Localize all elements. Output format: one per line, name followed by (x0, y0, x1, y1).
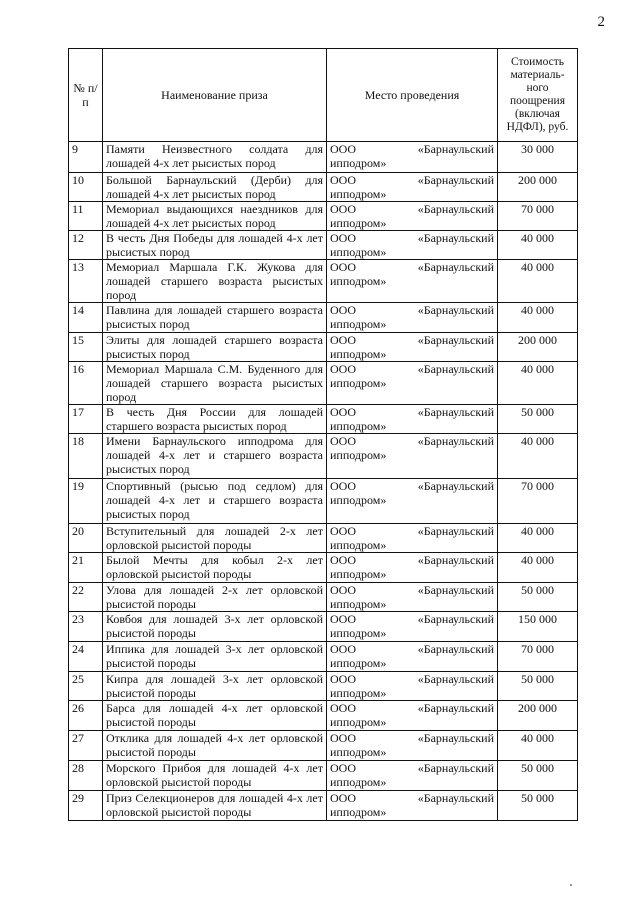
row-number: 11 (69, 202, 103, 231)
place-city: «Барнаульский (417, 173, 494, 187)
prize-name: Мемориал выдающихся наездников для лошадей 4-х лет рысистых пород (103, 202, 327, 231)
header-amount: Стоимость материаль-ного поощрения (включая НДФЛ), руб. (498, 49, 578, 142)
place-city: «Барнаульский (417, 701, 494, 715)
place-city: «Барнаульский (417, 434, 494, 448)
table-row (69, 553, 578, 583)
place-cell (327, 142, 498, 173)
place-venue: ипподром» (330, 448, 387, 462)
place-line-1 (330, 405, 494, 419)
prize-amount: 50 000 (498, 761, 578, 791)
header-name: Наименование приза (103, 49, 327, 142)
place-org: ООО (330, 405, 356, 419)
place-venue: ипподром» (330, 156, 387, 170)
place-venue: ипподром» (330, 317, 387, 331)
place-line-1 (330, 333, 494, 347)
place-line-1 (330, 791, 494, 805)
place-line-1 (330, 173, 494, 187)
place-venue: ипподром» (330, 245, 387, 259)
table-row (69, 731, 578, 761)
page-number: 2 (597, 14, 605, 30)
place-line-1 (330, 731, 494, 745)
place-city: «Барнаульский (417, 362, 494, 376)
prize-amount: 40 000 (498, 303, 578, 333)
prize-amount: 70 000 (498, 202, 578, 231)
prize-amount: 40 000 (498, 524, 578, 553)
place-cell (327, 642, 498, 672)
place-line-1 (330, 761, 494, 775)
place-line-1 (330, 434, 494, 448)
place-org: ООО (330, 672, 356, 686)
row-number: 14 (69, 303, 103, 333)
table-row (69, 761, 578, 791)
row-number: 21 (69, 553, 103, 583)
prize-amount: 50 000 (498, 405, 578, 434)
place-line-1 (330, 701, 494, 715)
place-city: «Барнаульский (417, 791, 494, 805)
place-line-1 (330, 672, 494, 686)
place-org: ООО (330, 583, 356, 597)
row-number: 25 (69, 672, 103, 701)
place-cell (327, 231, 498, 260)
place-cell (327, 479, 498, 524)
place-cell (327, 612, 498, 642)
prize-name: Ковбоя для лошадей 3-х лет орловской рысистой породы (103, 612, 327, 642)
prize-name: Былой Мечты для кобыл 2-х лет орловской рысистой породы (103, 553, 327, 583)
prize-amount: 50 000 (498, 583, 578, 612)
place-venue: ипподром» (330, 597, 387, 611)
table-row (69, 405, 578, 434)
place-line-1 (330, 553, 494, 567)
prize-name: Приз Селекционеров для лошадей 4-х лет орловской рысистой породы (103, 791, 327, 821)
prize-amount: 40 000 (498, 434, 578, 479)
place-line-1 (330, 583, 494, 597)
table-row (69, 362, 578, 405)
scan-dot (570, 884, 572, 886)
row-number: 29 (69, 791, 103, 821)
table-header-row (69, 49, 578, 142)
prize-name: Памяти Неизвестного солдата для лошадей 4-х лет рысистых пород (103, 142, 327, 173)
place-city: «Барнаульский (417, 142, 494, 156)
prize-amount: 40 000 (498, 362, 578, 405)
prize-name: Мемориал Маршала Г.К. Жукова для лошадей старшего возраста рысистых пород (103, 260, 327, 303)
prize-name: Павлина для лошадей старшего возраста рысистых пород (103, 303, 327, 333)
table-row (69, 479, 578, 524)
place-city: «Барнаульский (417, 479, 494, 493)
place-city: «Барнаульский (417, 333, 494, 347)
prize-amount: 40 000 (498, 231, 578, 260)
prize-amount: 40 000 (498, 260, 578, 303)
table-row (69, 701, 578, 731)
row-number: 19 (69, 479, 103, 524)
prize-name: Спортивный (рысью под седлом) для лошадей 4-х лет и старшего возраста рысистых пород (103, 479, 327, 524)
place-cell (327, 553, 498, 583)
table-row (69, 672, 578, 701)
place-city: «Барнаульский (417, 202, 494, 216)
prize-table (68, 48, 578, 821)
place-cell (327, 524, 498, 553)
place-city: «Барнаульский (417, 612, 494, 626)
table-row (69, 583, 578, 612)
place-city: «Барнаульский (417, 672, 494, 686)
place-cell (327, 761, 498, 791)
prize-name: Морского Прибоя для лошадей 4-х лет орловской рысистой породы (103, 761, 327, 791)
place-line-1 (330, 303, 494, 317)
table-row (69, 642, 578, 672)
place-line-1 (330, 260, 494, 274)
place-org: ООО (330, 761, 356, 775)
prize-amount: 150 000 (498, 612, 578, 642)
place-org: ООО (330, 612, 356, 626)
place-cell (327, 362, 498, 405)
place-venue: ипподром» (330, 686, 387, 700)
prize-amount: 50 000 (498, 672, 578, 701)
prize-name: В честь Дня Победы для лошадей 4-х лет рысистых пород (103, 231, 327, 260)
place-venue: ипподром» (330, 745, 387, 759)
prize-amount: 200 000 (498, 173, 578, 202)
place-city: «Барнаульский (417, 231, 494, 245)
prize-amount: 200 000 (498, 333, 578, 362)
place-org: ООО (330, 231, 356, 245)
place-cell (327, 434, 498, 479)
place-line-1 (330, 479, 494, 493)
header-num: № п/п (69, 49, 103, 142)
row-number: 27 (69, 731, 103, 761)
table-row (69, 173, 578, 202)
place-cell (327, 405, 498, 434)
prize-name: Улова для лошадей 2-х лет орловской рысистой породы (103, 583, 327, 612)
row-number: 26 (69, 701, 103, 731)
place-org: ООО (330, 303, 356, 317)
place-venue: ипподром» (330, 567, 387, 581)
row-number: 12 (69, 231, 103, 260)
prize-name: Большой Барнаульский (Дерби) для лошадей 4-х лет рысистых пород (103, 173, 327, 202)
prize-name: В честь Дня России для лошадей старшего возраста рысистых пород (103, 405, 327, 434)
header-place: Место проведения (327, 49, 498, 142)
prize-amount: 40 000 (498, 553, 578, 583)
table-row (69, 303, 578, 333)
place-org: ООО (330, 260, 356, 274)
table-row (69, 791, 578, 821)
place-city: «Барнаульский (417, 405, 494, 419)
place-org: ООО (330, 791, 356, 805)
place-cell (327, 333, 498, 362)
place-org: ООО (330, 479, 356, 493)
place-line-1 (330, 612, 494, 626)
place-city: «Барнаульский (417, 731, 494, 745)
prize-amount: 70 000 (498, 479, 578, 524)
place-org: ООО (330, 701, 356, 715)
place-venue: ипподром» (330, 493, 387, 507)
place-cell (327, 173, 498, 202)
row-number: 10 (69, 173, 103, 202)
place-org: ООО (330, 642, 356, 656)
place-venue: ипподром» (330, 805, 387, 819)
place-city: «Барнаульский (417, 761, 494, 775)
place-cell (327, 583, 498, 612)
place-line-1 (330, 642, 494, 656)
table-row (69, 612, 578, 642)
row-number: 16 (69, 362, 103, 405)
place-org: ООО (330, 173, 356, 187)
row-number: 20 (69, 524, 103, 553)
prize-name: Мемориал Маршала С.М. Буденного для лошадей старшего возраста рысистых пород (103, 362, 327, 405)
place-venue: ипподром» (330, 274, 387, 288)
place-venue: ипподром» (330, 715, 387, 729)
table-row (69, 434, 578, 479)
place-line-1 (330, 362, 494, 376)
place-venue: ипподром» (330, 419, 387, 433)
place-city: «Барнаульский (417, 524, 494, 538)
row-number: 15 (69, 333, 103, 362)
prize-name: Барса для лошадей 4-х лет орловской рысистой породы (103, 701, 327, 731)
place-org: ООО (330, 202, 356, 216)
place-city: «Барнаульский (417, 583, 494, 597)
place-cell (327, 260, 498, 303)
table-row (69, 333, 578, 362)
prize-name: Элиты для лошадей старшего возраста рысистых пород (103, 333, 327, 362)
place-cell (327, 202, 498, 231)
place-line-1 (330, 202, 494, 216)
place-org: ООО (330, 333, 356, 347)
table-row (69, 260, 578, 303)
row-number: 17 (69, 405, 103, 434)
place-line-1 (330, 142, 494, 156)
place-cell (327, 672, 498, 701)
place-venue: ипподром» (330, 347, 387, 361)
place-org: ООО (330, 362, 356, 376)
prize-amount: 50 000 (498, 791, 578, 821)
row-number: 24 (69, 642, 103, 672)
place-org: ООО (330, 434, 356, 448)
prize-name: Кипра для лошадей 3-х лет орловской рысистой породы (103, 672, 327, 701)
prize-amount: 70 000 (498, 642, 578, 672)
prize-amount: 40 000 (498, 731, 578, 761)
table-row (69, 524, 578, 553)
row-number: 23 (69, 612, 103, 642)
table-row (69, 142, 578, 173)
place-org: ООО (330, 553, 356, 567)
place-cell (327, 731, 498, 761)
place-venue: ипподром» (330, 775, 387, 789)
place-venue: ипподром» (330, 376, 387, 390)
place-org: ООО (330, 142, 356, 156)
place-cell (327, 701, 498, 731)
table-body (69, 142, 578, 821)
place-cell (327, 791, 498, 821)
table-row (69, 202, 578, 231)
place-city: «Барнаульский (417, 642, 494, 656)
place-org: ООО (330, 731, 356, 745)
row-number: 9 (69, 142, 103, 173)
prize-name: Имени Барнаульского ипподрома для лошадей 4-х лет и старшего возраста рысистых пород (103, 434, 327, 479)
prize-name: Иппика для лошадей 3-х лет орловской рысистой породы (103, 642, 327, 672)
place-venue: ипподром» (330, 626, 387, 640)
place-venue: ипподром» (330, 216, 387, 230)
place-venue: ипподром» (330, 538, 387, 552)
place-line-1 (330, 524, 494, 538)
prize-amount: 30 000 (498, 142, 578, 173)
place-city: «Барнаульский (417, 553, 494, 567)
place-venue: ипподром» (330, 656, 387, 670)
prize-amount: 200 000 (498, 701, 578, 731)
place-org: ООО (330, 524, 356, 538)
table-row (69, 231, 578, 260)
row-number: 22 (69, 583, 103, 612)
row-number: 28 (69, 761, 103, 791)
place-city: «Барнаульский (417, 303, 494, 317)
place-cell (327, 303, 498, 333)
place-city: «Барнаульский (417, 260, 494, 274)
prize-name: Вступительный для лошадей 2-х лет орловской рысистой породы (103, 524, 327, 553)
place-venue: ипподром» (330, 187, 387, 201)
row-number: 13 (69, 260, 103, 303)
place-line-1 (330, 231, 494, 245)
prize-name: Отклика для лошадей 4-х лет орловской рысистой породы (103, 731, 327, 761)
row-number: 18 (69, 434, 103, 479)
